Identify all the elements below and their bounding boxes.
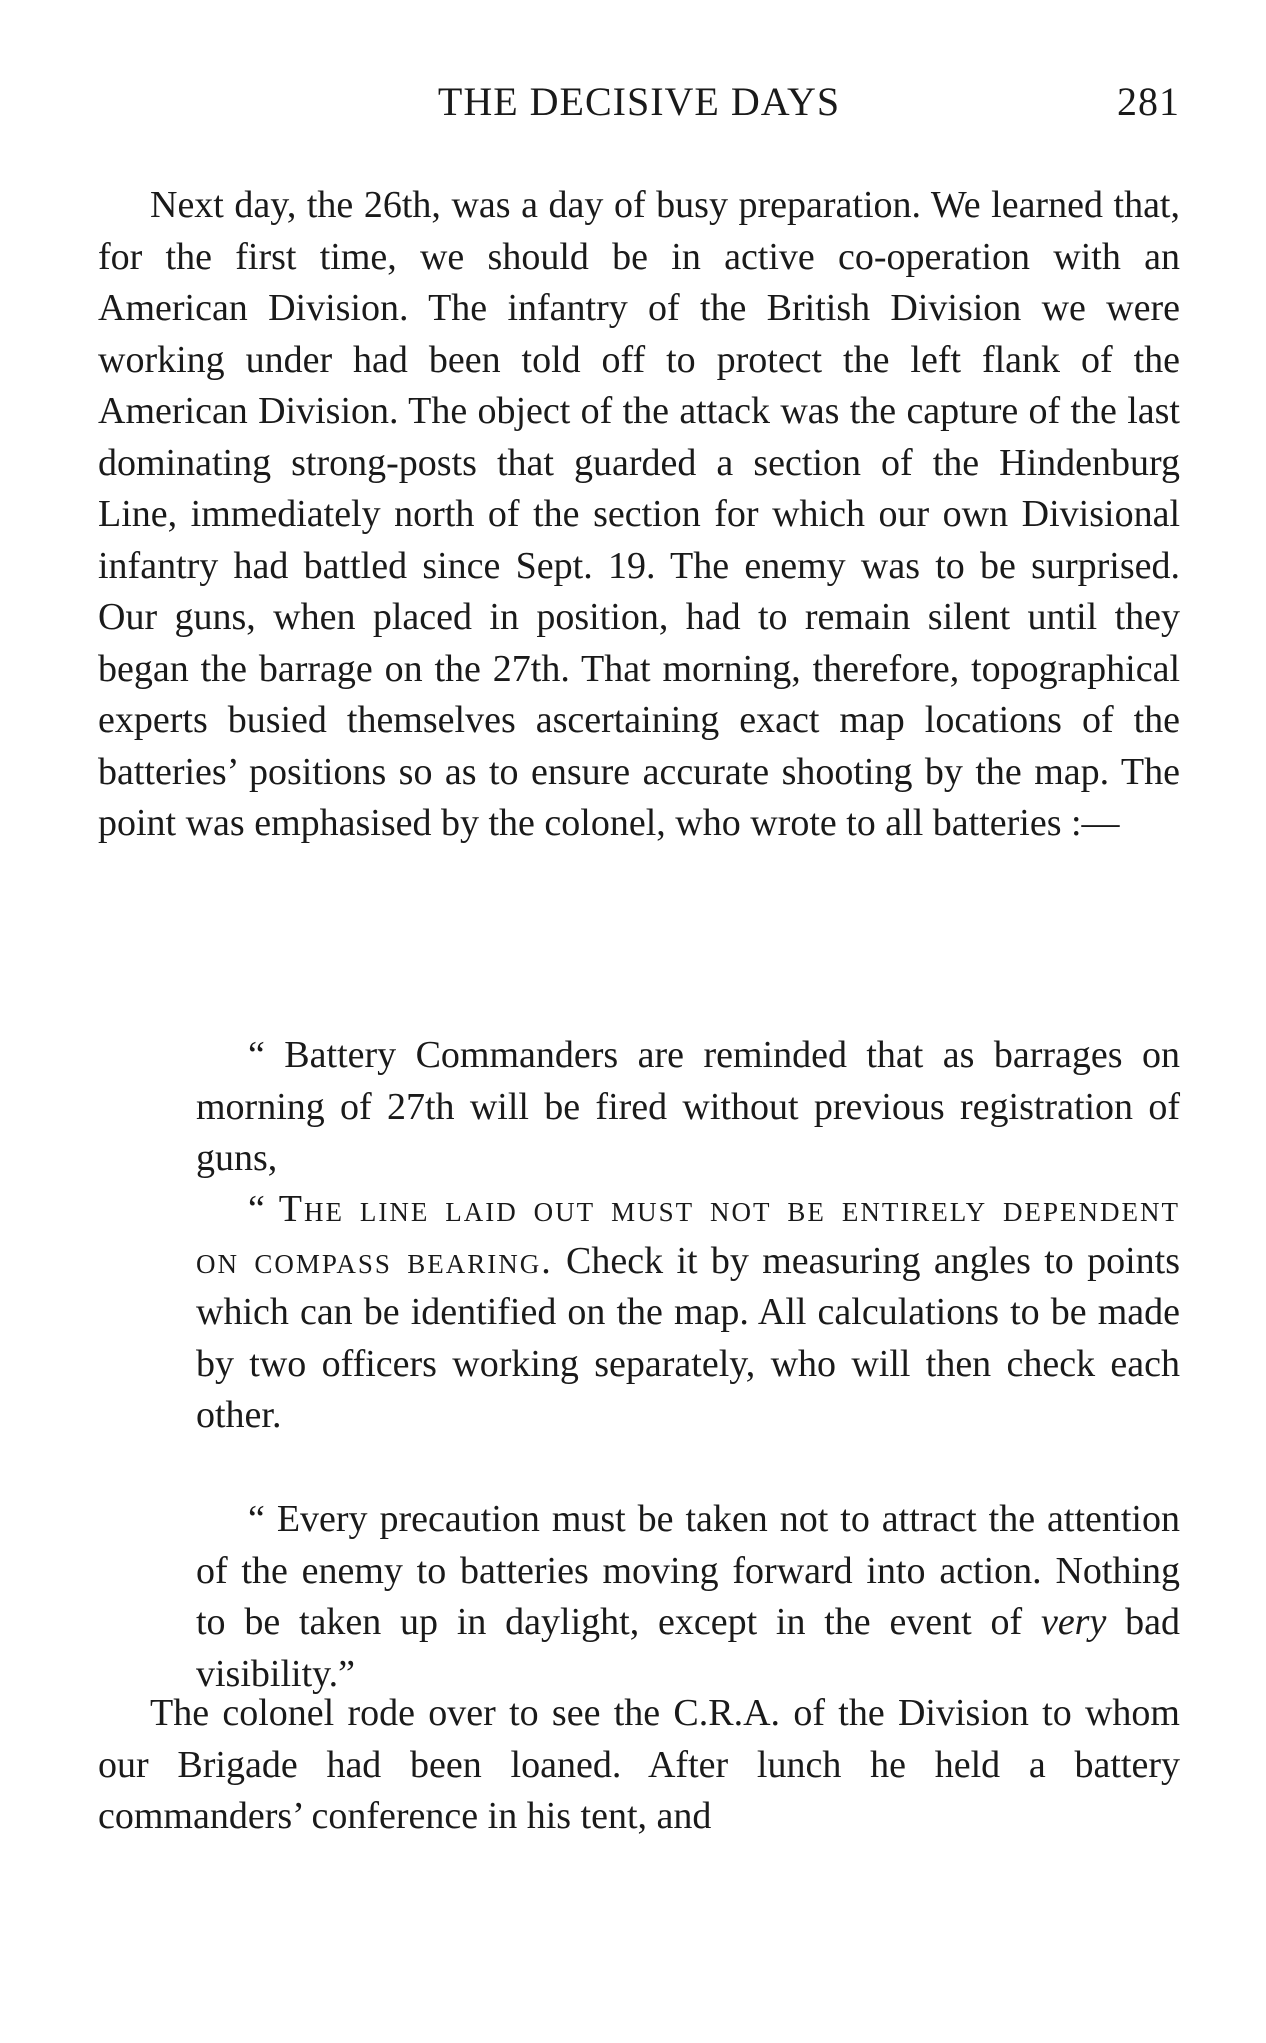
paragraph-text: Next day, the 26th, was a day of busy preparation. We learned that, for the first time, we should be in active co-operation with an American Division. The infantry of the British Division we were working under had been told off to protect the left flank of the American Division. The object of the attack was the capture of the last dominating strong-posts that guarded a section of the Hindenburg Line, immediately north of the section for which our own Divisional infantry had battled since Sept. 19. The enemy was to be surprised. Our guns, when placed in position, had to remain silent until they began the barrage on the 27th. That morning, therefore, topographical experts busied themselves ascertaining exact map locations of the batteries’ positions so as to ensure accurate shooting by the map. The point was emphasised by the colonel, who wrote to all batteries :— bbox=[98, 184, 1180, 844]
paragraph-text: The colonel rode over to see the C.R.A. of the Division to whom our Brigade had been loaned. After lunch he held a battery commanders’ conference in his tent, and bbox=[98, 1692, 1180, 1837]
quote-text: Check it by measuring angles to points which can be identified on the map. All calculations to be made by two officers working separately, who will then check each other. bbox=[196, 1239, 1181, 1436]
quote-open-mark: “ bbox=[248, 1188, 279, 1230]
quote-text: “ Battery Commanders are reminded that as barrages on morning of 27th will be fired without previous registration of guns, bbox=[196, 1034, 1180, 1179]
page-number: 281 bbox=[1117, 79, 1180, 124]
body-paragraph-preparation bbox=[98, 180, 1180, 850]
quote-text: “ Every precaution must be taken not to attract the attention of the enemy to batteries moving forward into action. Nothing to be taken up in daylight, except in the event of bbox=[196, 1498, 1180, 1643]
quote-paragraph bbox=[196, 1494, 1180, 1700]
running-title: THE DECISIVE DAYS bbox=[437, 79, 841, 124]
quote-text-end: bad visibility.” bbox=[196, 1601, 1180, 1695]
quoted-order-precaution bbox=[196, 1494, 1180, 1700]
page-header bbox=[98, 78, 1180, 138]
quote-paragraph bbox=[196, 1184, 1180, 1442]
body-paragraph-conference bbox=[98, 1688, 1180, 1843]
smallcaps-emphasis: The line laid out must not be entirely dependent on compass bearing. bbox=[196, 1188, 1180, 1282]
italic-emphasis: very bbox=[1040, 1601, 1107, 1643]
quoted-order-compass bbox=[196, 1184, 1180, 1442]
quoted-order-registration bbox=[196, 1030, 1180, 1185]
